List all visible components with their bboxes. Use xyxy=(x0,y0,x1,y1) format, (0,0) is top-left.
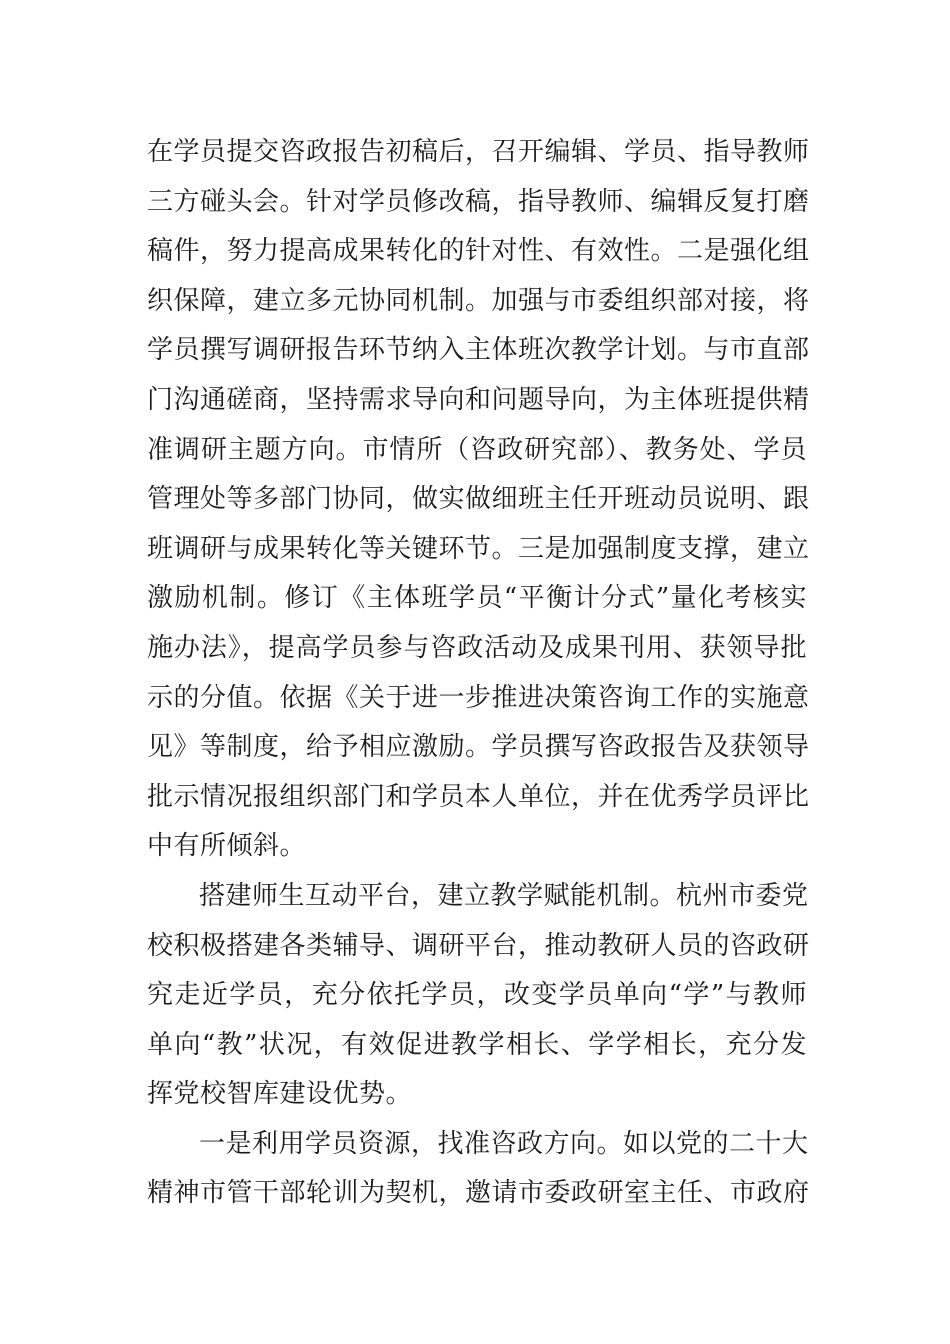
text-line: 一是利用学员资源，找准咨政方向。如以党的二十大 xyxy=(199,1128,809,1159)
text-line: 批示情况报组织部门和学员本人单位，并在优秀学员评比 xyxy=(147,781,810,812)
text-line: 稿件，努力提高成果转化的针对性、有效性。二是强化组 xyxy=(147,236,810,267)
text-line: 校积极搭建各类辅导、调研平台，推动教研人员的咨政研 xyxy=(147,930,810,961)
text-line: 挥党校智库建设优势。 xyxy=(147,1079,413,1110)
text-line: 学员撰写调研报告环节纳入主体班次教学计划。与市直部 xyxy=(147,335,810,366)
text-line: 门沟通磋商，坚持需求导向和问题导向，为主体班提供精 xyxy=(147,384,810,415)
text-line: 班调研与成果转化等关键环节。三是加强制度支撑，建立 xyxy=(147,533,810,564)
text-line: 在学员提交咨政报告初稿后，召开编辑、学员、指导教师 xyxy=(147,137,810,167)
text-line: 单向“教”状况，有效促进教学相长、学学相长，充分发 xyxy=(147,1029,807,1060)
text-line: 织保障，建立多元协同机制。加强与市委组织部对接，将 xyxy=(147,285,810,316)
text-line: 三方碰头会。针对学员修改稿，指导教师、编辑反复打磨 xyxy=(147,186,810,217)
text-line: 中有所倾斜。 xyxy=(147,831,307,862)
text-line: 精神市管干部轮训为契机，邀请市委政研室主任、市政府 xyxy=(147,1178,810,1209)
text-line: 管理处等多部门协同，做实做细班主任开班动员说明、跟 xyxy=(147,484,810,515)
text-line: 示的分值。依据《关于进一步推进决策咨询工作的实施意 xyxy=(147,682,810,713)
text-line: 究走近学员，充分依托学员，改变学员单向“学”与教师 xyxy=(147,980,807,1011)
text-line: 施办法》，提高学员参与咨政活动及成果刊用、获领导批 xyxy=(147,632,807,663)
text-line: 见》等制度，给予相应激励。学员撰写咨政报告及获领导 xyxy=(147,732,810,763)
text-line: 搭建师生互动平台，建立教学赋能机制。杭州市委党 xyxy=(199,880,809,911)
text-line: 激励机制。修订《主体班学员“平衡计分式”量化考核实 xyxy=(147,583,807,614)
body-text xyxy=(147,128,810,1219)
text-line: 准调研主题方向。市情所（咨政研究部）、教务处、学员 xyxy=(147,434,807,465)
